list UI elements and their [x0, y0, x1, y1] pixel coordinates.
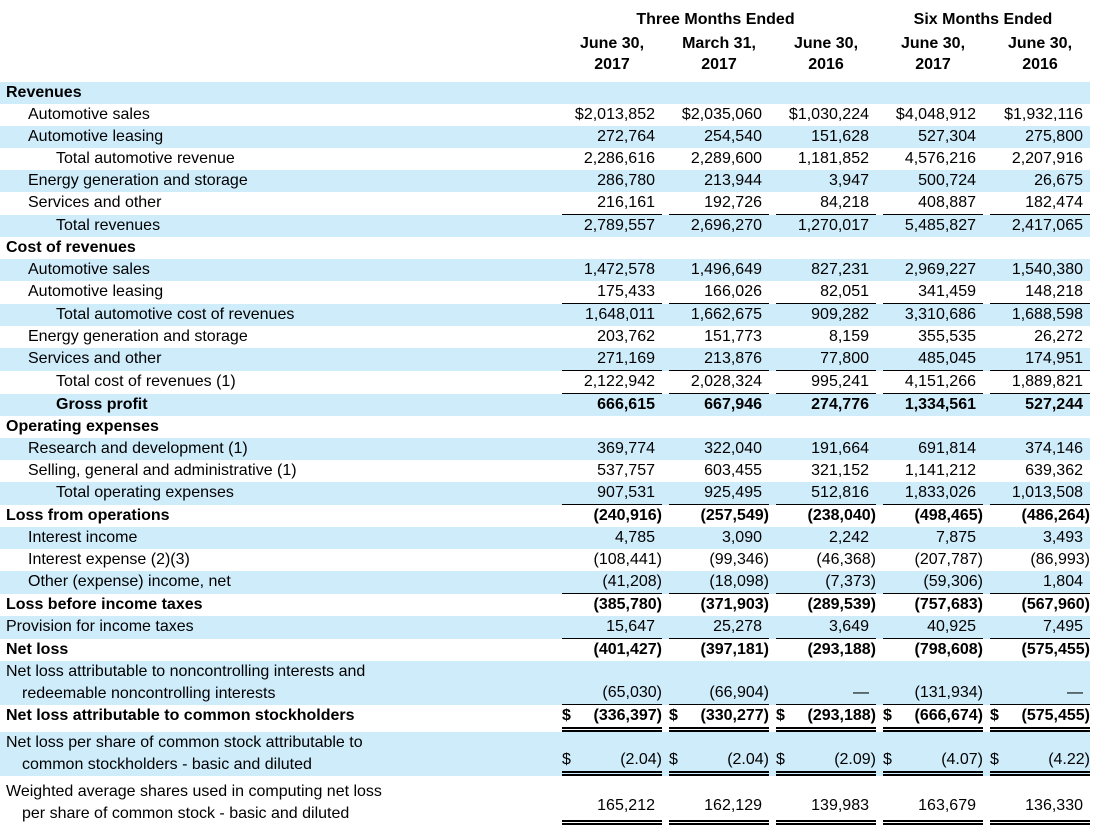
row-label	[0, 416, 1090, 438]
row-label	[0, 571, 555, 594]
value-cell: 666,615	[597, 396, 655, 413]
column-header-line1: June 30,	[900, 35, 966, 52]
value-cell: 355,535	[918, 328, 976, 345]
value-cell: 408,887	[883, 192, 983, 215]
value-cell: 2,417,065	[1011, 217, 1083, 234]
row-label-line2: per share of common stock - basic and diluted	[22, 805, 350, 822]
value-cell: (99,346)	[709, 551, 769, 568]
value-cell: 374,146	[1025, 440, 1083, 457]
currency-sign: $	[669, 707, 678, 724]
value-cell: 2,696,270	[690, 217, 762, 234]
value-cell: 151,773	[704, 328, 762, 345]
row-label	[0, 527, 555, 549]
value-cell: 907,531	[562, 482, 662, 505]
value-cell: (567,960)	[1021, 596, 1090, 613]
value-cell: 2,242	[828, 529, 869, 546]
column-header-line2: 2016	[1022, 56, 1058, 73]
value-cell: 175,433	[562, 281, 662, 304]
value-cell: 4,785	[614, 529, 655, 546]
value-cell: (207,787)	[914, 551, 983, 568]
column-header-line2: 2017	[915, 56, 951, 73]
table-row	[0, 371, 1090, 394]
column-header	[669, 33, 769, 75]
value-cell: 8,159	[828, 328, 869, 345]
value-cell: 1,270,017	[797, 217, 869, 234]
row-label-line1: Total automotive revenue	[56, 150, 235, 167]
value-cell: 2,286,616	[583, 150, 655, 167]
value-cell: 192,726	[669, 192, 769, 215]
table-row	[0, 639, 1090, 661]
currency-sign: $	[562, 751, 571, 768]
value-cell	[776, 705, 876, 732]
table-row	[0, 170, 1090, 192]
value-cell: 254,540	[704, 128, 762, 145]
value-cell: 151,628	[811, 128, 869, 145]
value-cell: 2,789,557	[583, 217, 655, 234]
value-cell: 26,272	[1034, 328, 1083, 345]
value-cell: 512,816	[776, 482, 876, 505]
column-header	[776, 33, 876, 75]
row-label	[0, 482, 555, 505]
currency-sign: $	[776, 751, 785, 768]
row-label	[0, 460, 555, 482]
value-cell	[990, 732, 1090, 776]
row-label	[0, 549, 555, 571]
column-headers	[0, 33, 1090, 75]
row-label-line1: Research and development (1)	[28, 440, 248, 457]
row-label	[0, 732, 555, 776]
row-label	[0, 104, 555, 126]
value-cell	[669, 732, 769, 776]
column-header	[883, 33, 983, 75]
value-cell: (401,427)	[593, 641, 662, 658]
row-label	[0, 126, 555, 148]
row-label-line1: Other (expense) income, net	[28, 573, 231, 590]
row-label-line1: Automotive leasing	[28, 283, 164, 300]
three-months-ended-header: Three Months Ended	[636, 11, 795, 28]
table-row	[0, 237, 1090, 259]
value-cell: —	[990, 661, 1090, 705]
value-cell: (41,208)	[562, 571, 662, 594]
table-body	[0, 82, 1090, 825]
value-number: (2.04)	[727, 751, 769, 768]
value-cell: 182,474	[990, 192, 1090, 215]
value-cell: 537,757	[597, 462, 655, 479]
value-cell	[776, 732, 876, 776]
row-label	[0, 616, 555, 639]
table-row	[0, 549, 1090, 571]
row-label	[0, 326, 555, 348]
value-number: (575,455)	[1021, 707, 1090, 724]
row-label-line1: Net loss attributable to common stockholders	[6, 707, 355, 724]
value-number: (2.04)	[620, 751, 662, 768]
row-label	[0, 215, 555, 237]
table-row	[0, 416, 1090, 438]
row-label-line1: Energy generation and storage	[28, 328, 248, 345]
value-cell: 1,688,598	[1011, 306, 1083, 323]
table-row	[0, 148, 1090, 170]
row-label	[0, 438, 555, 460]
value-cell: (385,780)	[593, 596, 662, 613]
value-cell: $2,035,060	[681, 106, 762, 123]
value-cell: 203,762	[597, 328, 655, 345]
row-label	[0, 348, 555, 371]
value-cell: 4,576,216	[904, 150, 976, 167]
column-header-line1: March 31,	[682, 35, 756, 52]
header-spacer	[0, 8, 555, 32]
value-cell: 2,028,324	[669, 371, 769, 394]
value-cell: 271,169	[562, 348, 662, 371]
value-cell: 3,947	[828, 172, 869, 189]
row-label-line1: Automotive sales	[28, 261, 150, 278]
currency-sign: $	[883, 751, 892, 768]
row-label	[0, 237, 1090, 259]
currency-sign: $	[990, 751, 999, 768]
row-label	[0, 781, 555, 825]
row-label-line1: Weighted average shares used in computing net loss	[6, 783, 382, 800]
value-cell: 275,800	[1025, 128, 1083, 145]
column-header-line1: June 30,	[579, 35, 645, 52]
value-cell: 3,090	[721, 529, 762, 546]
value-cell: (798,608)	[914, 641, 983, 658]
value-cell: (46,368)	[816, 551, 876, 568]
value-cell: 667,946	[704, 396, 762, 413]
row-label-line1: Total cost of revenues (1)	[56, 373, 236, 390]
value-cell: 925,495	[669, 482, 769, 505]
value-cell: 1,833,026	[883, 482, 983, 505]
value-cell: (238,040)	[807, 507, 876, 524]
row-label	[0, 705, 555, 732]
value-cell: 40,925	[883, 616, 983, 639]
column-header-line2: 2016	[808, 56, 844, 73]
value-number: (293,188)	[807, 707, 876, 724]
row-label-line1: Total revenues	[56, 217, 161, 234]
column-header-line2: 2017	[701, 56, 737, 73]
table-row	[0, 460, 1090, 482]
value-cell: (59,306)	[883, 571, 983, 594]
row-label-line1: Interest expense (2)(3)	[28, 551, 190, 568]
value-cell: 369,774	[597, 440, 655, 457]
value-cell: 213,944	[704, 172, 762, 189]
table-row	[0, 505, 1090, 527]
value-cell: (575,455)	[1021, 641, 1090, 658]
value-cell: (293,188)	[807, 641, 876, 658]
period-group-headers	[0, 8, 1090, 32]
table-row	[0, 259, 1090, 281]
value-cell: 216,161	[562, 192, 662, 215]
value-cell: 3,493	[1042, 529, 1083, 546]
table-row	[0, 776, 1090, 825]
row-label-line1: Revenues	[6, 84, 82, 101]
value-cell: (131,934)	[883, 661, 983, 705]
row-label	[0, 192, 555, 215]
row-label	[0, 170, 555, 192]
value-number: (666,674)	[914, 707, 983, 724]
value-cell: (289,539)	[807, 596, 876, 613]
value-cell: (66,904)	[669, 661, 769, 705]
value-cell: 7,495	[990, 616, 1090, 639]
value-cell	[562, 705, 662, 732]
column-header	[990, 33, 1090, 75]
row-label	[0, 82, 1090, 104]
table-row	[0, 104, 1090, 126]
value-cell: 1,334,561	[904, 396, 976, 413]
table-row	[0, 304, 1090, 326]
value-cell	[990, 705, 1090, 732]
table-row	[0, 438, 1090, 460]
row-label-line1: Operating expenses	[6, 418, 159, 435]
row-label	[0, 148, 555, 170]
row-label	[0, 661, 555, 705]
table-row	[0, 326, 1090, 348]
value-cell: 25,278	[669, 616, 769, 639]
value-cell: 274,776	[811, 396, 869, 413]
value-cell: 827,231	[811, 261, 869, 278]
value-cell: 2,122,942	[562, 371, 662, 394]
row-label-line1: Selling, general and administrative (1)	[28, 462, 297, 479]
value-cell: (108,441)	[593, 551, 662, 568]
row-label-line2: common stockholders - basic and diluted	[22, 756, 312, 773]
value-cell: 1,540,380	[1011, 261, 1083, 278]
value-cell: 77,800	[776, 348, 876, 371]
value-cell: 191,664	[811, 440, 869, 457]
row-label	[0, 594, 555, 616]
column-header	[562, 33, 662, 75]
value-cell: 7,875	[935, 529, 976, 546]
value-cell: —	[776, 661, 876, 705]
value-cell: 165,212	[562, 781, 662, 825]
row-label	[0, 639, 555, 661]
value-cell: (240,916)	[593, 507, 662, 524]
value-cell: 174,951	[990, 348, 1090, 371]
value-cell: 1,804	[990, 571, 1090, 594]
currency-sign: $	[669, 751, 678, 768]
table-row	[0, 482, 1090, 505]
row-label-line1: Net loss attributable to noncontrolling interests and	[6, 663, 366, 680]
value-cell: 1,648,011	[585, 306, 655, 323]
value-number: (2.09)	[834, 751, 876, 768]
value-cell: 1,496,649	[690, 261, 762, 278]
value-cell: 4,151,266	[883, 371, 983, 394]
value-cell	[883, 732, 983, 776]
value-cell: 2,289,600	[690, 150, 762, 167]
column-header-line2: 2017	[594, 56, 630, 73]
value-cell: (371,903)	[700, 596, 769, 613]
row-label-line1: Total operating expenses	[56, 484, 234, 501]
table-row	[0, 126, 1090, 148]
value-cell: (486,264)	[1021, 507, 1090, 524]
value-cell: 322,040	[704, 440, 762, 457]
value-cell: 286,780	[597, 172, 655, 189]
value-cell: (498,465)	[914, 507, 983, 524]
value-cell: 1,889,821	[990, 371, 1090, 394]
value-cell: 485,045	[883, 348, 983, 371]
currency-sign: $	[562, 707, 571, 724]
value-cell: 1,472,578	[583, 261, 655, 278]
row-label	[0, 259, 555, 281]
table-row	[0, 281, 1090, 304]
row-label	[0, 281, 555, 304]
value-cell	[669, 705, 769, 732]
table-row	[0, 192, 1090, 215]
value-cell: 148,218	[990, 281, 1090, 304]
value-cell: (257,549)	[700, 507, 769, 524]
table-row	[0, 394, 1090, 416]
value-cell: 995,241	[776, 371, 876, 394]
column-header-line1: June 30,	[1007, 35, 1073, 52]
value-number: (4.07)	[941, 751, 983, 768]
value-cell: (7,373)	[776, 571, 876, 594]
row-label-line1: Automotive sales	[28, 106, 150, 123]
table-row	[0, 661, 1090, 705]
value-cell: 136,330	[990, 781, 1090, 825]
value-cell: (86,993)	[1030, 551, 1090, 568]
value-cell: 2,969,227	[904, 261, 976, 278]
value-cell: 213,876	[669, 348, 769, 371]
value-cell: 1,662,675	[690, 306, 762, 323]
value-cell: 527,304	[918, 128, 976, 145]
table-row	[0, 571, 1090, 594]
row-label-line1: Interest income	[28, 529, 138, 546]
value-cell: 82,051	[776, 281, 876, 304]
row-label	[0, 304, 555, 326]
value-cell: (757,683)	[914, 596, 983, 613]
value-cell: $4,048,912	[895, 106, 976, 123]
row-label-line1: Total automotive cost of revenues	[56, 306, 295, 323]
value-cell: $2,013,852	[574, 106, 655, 123]
value-cell: 691,814	[918, 440, 976, 457]
row-label	[0, 505, 555, 527]
value-cell: $1,932,116	[1004, 106, 1083, 123]
row-label-line1: Loss before income taxes	[6, 596, 203, 613]
value-cell: 321,152	[811, 462, 869, 479]
currency-sign: $	[990, 707, 999, 724]
value-cell: 639,362	[1025, 462, 1083, 479]
header-spacer	[0, 33, 555, 75]
column-header-line1: June 30,	[793, 35, 859, 52]
value-number: (336,397)	[593, 707, 662, 724]
table-row	[0, 527, 1090, 549]
value-cell: 162,129	[669, 781, 769, 825]
value-cell: 3,649	[776, 616, 876, 639]
value-cell: (397,181)	[700, 641, 769, 658]
table-row	[0, 732, 1090, 776]
table-row	[0, 348, 1090, 371]
value-cell: $1,030,224	[788, 106, 869, 123]
value-cell: 139,983	[776, 781, 876, 825]
currency-sign: $	[883, 707, 892, 724]
row-label-line1: Automotive leasing	[28, 128, 164, 145]
value-cell: 341,459	[883, 281, 983, 304]
value-cell: 1,013,508	[990, 482, 1090, 505]
value-cell: 26,675	[1034, 172, 1083, 189]
value-number: (330,277)	[700, 707, 769, 724]
row-label-line1: Gross profit	[56, 396, 148, 413]
row-label	[0, 394, 555, 416]
table-row	[0, 594, 1090, 616]
value-cell: 272,764	[597, 128, 655, 145]
value-cell: 527,244	[1025, 396, 1083, 413]
currency-sign: $	[776, 707, 785, 724]
value-cell	[562, 732, 662, 776]
value-number: (4.22)	[1048, 751, 1090, 768]
six-months-ended-header: Six Months Ended	[913, 11, 1053, 28]
row-label	[0, 371, 555, 394]
row-label-line1: Cost of revenues	[6, 239, 136, 256]
row-label-line1: Net loss per share of common stock attributable to	[6, 734, 363, 751]
value-cell: (65,030)	[562, 661, 662, 705]
value-cell: 909,282	[811, 306, 869, 323]
value-cell: 15,647	[562, 616, 662, 639]
table-row	[0, 705, 1090, 732]
value-cell: 84,218	[776, 192, 876, 215]
value-cell: 163,679	[883, 781, 983, 825]
row-label-line1: Net loss	[6, 641, 69, 658]
value-cell: 5,485,827	[904, 217, 976, 234]
value-cell: 603,455	[704, 462, 762, 479]
value-cell	[883, 705, 983, 732]
row-label-line1: Loss from operations	[6, 507, 170, 524]
row-label-line1: Provision for income taxes	[6, 618, 194, 635]
table-row	[0, 215, 1090, 237]
row-label-line1: Energy generation and storage	[28, 172, 248, 189]
row-label-line1: Services and other	[28, 194, 162, 211]
row-label-line1: Services and other	[28, 350, 162, 367]
table-row	[0, 82, 1090, 104]
value-cell: 1,141,212	[904, 462, 976, 479]
table-row	[0, 616, 1090, 639]
value-cell: 1,181,852	[797, 150, 869, 167]
value-cell: 166,026	[669, 281, 769, 304]
value-cell: 2,207,916	[1011, 150, 1083, 167]
value-cell: 500,724	[918, 172, 976, 189]
row-label-line2: redeemable noncontrolling interests	[22, 685, 276, 702]
value-cell: 3,310,686	[904, 306, 976, 323]
value-cell: (18,098)	[669, 571, 769, 594]
